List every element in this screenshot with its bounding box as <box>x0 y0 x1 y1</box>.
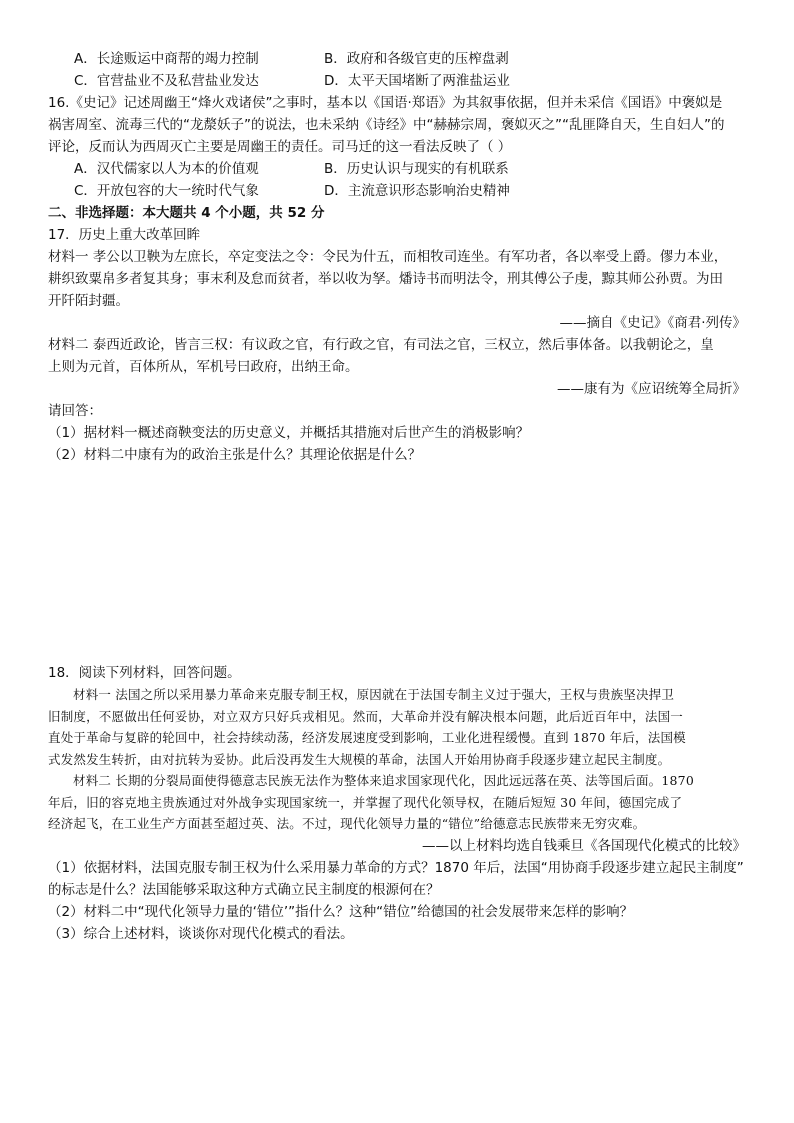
q18-sub-question-2: （2）材料二中“现代化领导力量的‘错位’”指什么？这种“错位”给德国的社会发展带来怎样的影响？ <box>48 903 634 920</box>
q18-sub-question-1-line-2: 的标志是什么？法国能够采取这种方式确立民主制度的根源何在？ <box>48 881 440 898</box>
q16-options-row-2 <box>48 180 754 202</box>
q18-material-1-line-2: 旧制度，不愿做出任何妥协，对立双方只好兵戎相见。然而，大革命并没有解决根本问题，此后近百年中，法国一 <box>48 708 684 724</box>
q17-material-2-source: ——康有为《应诏统筹全局折》 <box>557 381 746 397</box>
q18-material-2-line-3: 经济起飞，在工业生产方面甚至超过英、法。不过，现代化领导力量的“错位”给德意志民族带来无穷灾难。 <box>48 816 646 831</box>
q18-material-1-line-1: 材料一 法国之所以采用暴力革命来克服专制王权，原因就在于法国专制主义过于强大，王权与贵族坚决捍卫 <box>73 687 675 702</box>
q16-option-a[interactable]: A．汉代儒家以人为本的价值观 <box>74 161 259 177</box>
q17-material-1-line-1: 材料一 孝公以卫鞅为左庶长，卒定变法之令：令民为什五，而相牧司连坐。有军功者，各以率受上爵。僇力本业， <box>48 249 728 265</box>
section-2-heading: 二、非选择题：本大题共 4 个小题，共 52 分 <box>48 205 325 221</box>
q16-option-b[interactable]: B．历史认识与现实的有机联系 <box>324 161 509 177</box>
q18-source: ——以上材料均选自钱乘旦《各国现代化模式的比较》 <box>422 837 746 854</box>
q17-sub-question-1: （1）据材料一概述商鞅变法的历史意义，并概括其措施对后世产生的消极影响？ <box>48 425 530 441</box>
q17-material-1-line-2: 耕织致粟帛多者复其身；事末利及怠而贫者，举以收为孥。燔诗书而明法令，刑其傅公子虔，黥其师公孙贾。为田 <box>48 271 723 287</box>
q16-option-c[interactable]: C．开放包容的大一统时代气象 <box>74 183 259 199</box>
exam-page <box>48 48 754 945</box>
q18-material-1-line-3: 直处于革命与复辟的轮回中，社会持续动荡，经济发展速度受到影响，工业化进程缓慢。直到 1870 年后，法国模 <box>48 730 686 745</box>
q18-material-2-line-1: 材料二 长期的分裂局面使得德意志民族无法作为整体来追求国家现代化，因此远远落在英、法等国后面。1870 <box>73 773 694 788</box>
q16-stem-line-3: 评论，反而认为西周灭亡主要是周幽王的责任。司马迁的这一看法反映了（ ） <box>48 139 512 155</box>
q16-options-row-1 <box>48 158 754 180</box>
q16-stem-line-2: 祸害周室、流毒三代的“龙漦妖子”的说法，也未采纳《诗经》中“赫赫宗周，褒姒灭之”“乱匪降自天，生自妇人”的 <box>48 117 725 133</box>
q15-options-row-1 <box>48 48 754 70</box>
q17-sub-question-2: （2）材料二中康有为的政治主张是什么？其理论依据是什么？ <box>48 447 422 463</box>
q17-material-1-source: ——摘自《史记》《商君·列传》 <box>559 315 746 331</box>
q15-option-c[interactable]: C．官营盐业不及私营盐业发达 <box>74 73 259 89</box>
q15-option-a[interactable]: A．长途贩运中商帮的竭力控制 <box>74 51 259 67</box>
q17-material-1-line-3: 开阡陌封疆。 <box>48 293 129 309</box>
q15-option-b[interactable]: B．政府和各级官吏的压榨盘剥 <box>324 51 509 67</box>
q18-materials <box>48 684 754 835</box>
q16-option-d[interactable]: D．主流意识形态影响治史精神 <box>324 183 510 199</box>
q18-sub-question-1-line-1: （1）依据材料，法国克服专制王权为什么采用暴力革命的方式？1870 年后，法国“用协商手段逐步建立起民主制度” <box>48 859 744 876</box>
q17-material-2-line-1: 材料二 泰西近政论，皆言三权：有议政之官，有行政之官，有司法之官，三权立，然后事体备。以我朝论之，皇 <box>48 337 714 353</box>
q18-sub-question-3: （3）综合上述材料，谈谈你对现代化模式的看法。 <box>48 925 354 942</box>
q16-stem-line-1: 16.《史记》记述周幽王“烽火戏诸侯”之事时，基本以《国语·郑语》为其叙事依据，但并未采信《国语》中褒姒是 <box>48 95 723 111</box>
q17-answer-space[interactable] <box>48 466 754 662</box>
q18-title: 18．阅读下列材料，回答问题。 <box>48 665 241 681</box>
q15-options-row-2 <box>48 70 754 92</box>
q17-ask: 请回答： <box>48 403 102 419</box>
q18-material-2-line-2: 年后，旧的容克地主贵族通过对外战争实现国家统一，并掌握了现代化领导权，在随后短短 30 年间，德国完成了 <box>48 794 683 810</box>
q17-title: 17．历史上重大改革回眸 <box>48 227 201 243</box>
q15-option-d[interactable]: D．太平天国堵断了两淮盐运业 <box>324 73 510 89</box>
q18-material-1-line-4: 式发然发生转折，由对抗转为妥协。此后没再发生大规模的革命，法国人开始用协商手段逐步建立起民主制度。 <box>48 751 671 767</box>
q17-material-2-line-2: 上则为元首，百体所从，军机号曰政府，出纳王命。 <box>48 359 359 375</box>
